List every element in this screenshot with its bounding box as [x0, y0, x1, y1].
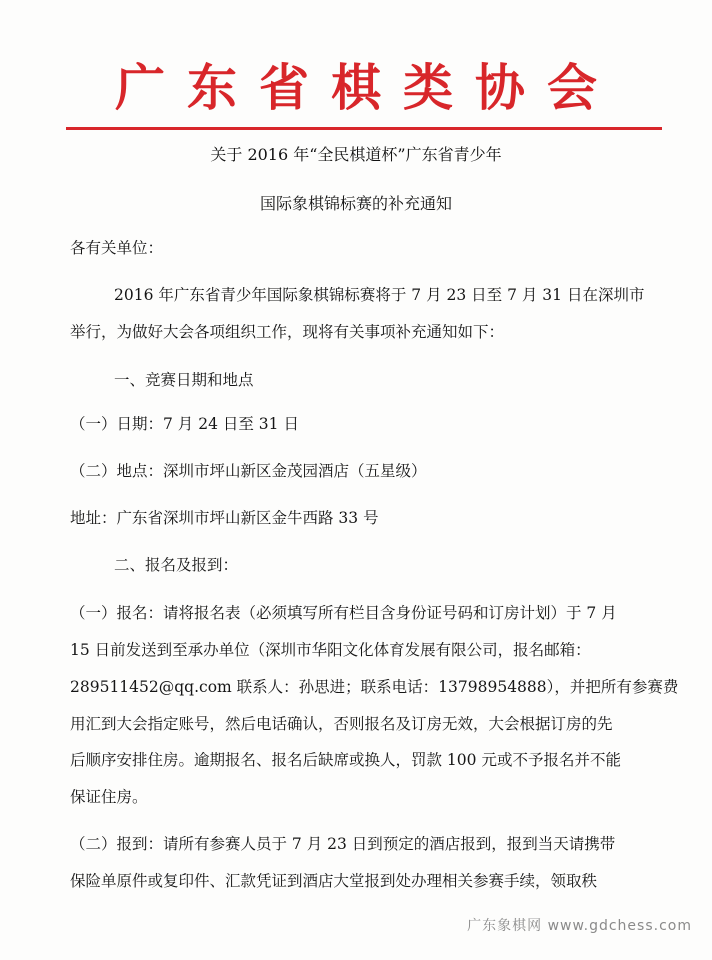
- checkin-line-1: （二）报到：请所有参赛人员于 7 月 23 日到预定的酒店报到，报到当天请携带: [70, 835, 616, 853]
- notice-title-line-1: 关于 2016 年“全民棋道杯”广东省青少年: [210, 145, 502, 164]
- section-1-venue: （二）地点：深圳市坪山新区金茂园酒店（五星级）: [70, 462, 427, 480]
- letterhead-organization: 广东省棋类协会: [115, 58, 619, 117]
- registration-line-5: 后顺序安排住房。逾期报名、报名后缺席或换人，罚款 100 元或不予报名并不能: [70, 751, 621, 769]
- section-2-heading: 二、报名及报到：: [114, 556, 239, 574]
- letterhead-rule: [66, 127, 662, 130]
- intro-line-1: 2016 年广东省青少年国际象棋锦标赛将于 7 月 23 日至 7 月 31 日在深圳市: [114, 286, 645, 304]
- checkin-line-2: 保险单原件或复印件、汇款凭证到酒店大堂报到处办理相关参赛手续，领取秩: [70, 872, 598, 890]
- registration-line-1: （一）报名：请将报名表（必须填写所有栏目含身份证号码和订房计划）于 7 月: [70, 604, 617, 622]
- section-1-address: 地址：广东省深圳市坪山新区金牛西路 33 号: [70, 509, 379, 527]
- registration-line-4: 用汇到大会指定账号，然后电话确认，否则报名及订房无效，大会根据订房的先: [70, 715, 613, 733]
- section-1-date: （一）日期：7 月 24 日至 31 日: [70, 415, 299, 433]
- salutation: 各有关单位：: [70, 239, 164, 257]
- registration-line-3: 289511452@qq.com 联系人：孙思进；联系电话：13798954888），并把所有参赛费: [70, 678, 679, 696]
- section-1-heading: 一、竞赛日期和地点: [114, 371, 254, 389]
- intro-line-2: 举行，为做好大会各项组织工作，现将有关事项补充通知如下：: [70, 323, 505, 341]
- registration-line-6: 保证住房。: [70, 788, 148, 806]
- registration-line-2: 15 日前发送到至承办单位（深圳市华阳文化体育发展有限公司，报名邮箱：: [70, 641, 591, 659]
- site-watermark: 广东象棋网 www.gdchess.com: [467, 918, 692, 934]
- notice-title-line-2: 国际象棋锦标赛的补充通知: [259, 194, 452, 213]
